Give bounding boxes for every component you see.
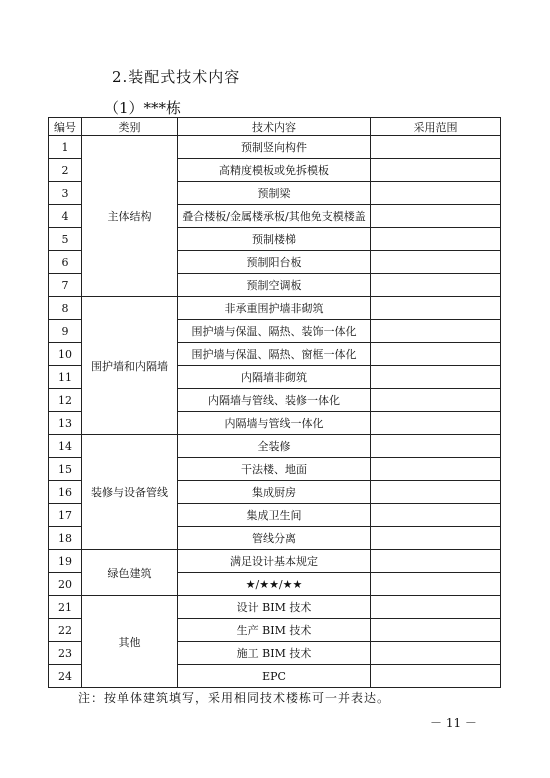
row-number: 24 [49, 665, 82, 688]
page-number: － 11 － [430, 716, 477, 730]
scope-cell[interactable] [371, 389, 501, 412]
header-tech-content: 技术内容 [178, 118, 371, 136]
row-number: 14 [49, 435, 82, 458]
scope-cell[interactable] [371, 274, 501, 297]
tech-content-cell: 预制竖向构件 [178, 136, 371, 159]
table-header-row [49, 118, 501, 136]
row-number: 19 [49, 550, 82, 573]
category-cell: 其他 [82, 596, 178, 688]
tech-content-cell: 内隔墙与管线一体化 [178, 412, 371, 435]
scope-cell[interactable] [371, 205, 501, 228]
tech-content-cell: 内隔墙与管线、装修一体化 [178, 389, 371, 412]
scope-cell[interactable] [371, 573, 501, 596]
tech-content-cell: 高精度模板或免拆模板 [178, 159, 371, 182]
table-body [49, 136, 501, 688]
scope-cell[interactable] [371, 412, 501, 435]
row-number: 22 [49, 619, 82, 642]
row-number: 10 [49, 343, 82, 366]
scope-cell[interactable] [371, 665, 501, 688]
row-number: 4 [49, 205, 82, 228]
scope-cell[interactable] [371, 182, 501, 205]
tech-content-cell: 集成厨房 [178, 481, 371, 504]
table-row [49, 297, 501, 320]
category-cell: 绿色建筑 [82, 550, 178, 596]
header-number: 编号 [49, 118, 82, 136]
tech-content-cell: 生产 BIM 技术 [178, 619, 371, 642]
row-number: 8 [49, 297, 82, 320]
tech-content-cell: 预制梁 [178, 182, 371, 205]
tech-content-cell: 预制空调板 [178, 274, 371, 297]
tech-content-cell: 施工 BIM 技术 [178, 642, 371, 665]
scope-cell[interactable] [371, 228, 501, 251]
scope-cell[interactable] [371, 550, 501, 573]
tech-content-cell: ★/★★/★★ [178, 573, 371, 596]
scope-cell[interactable] [371, 159, 501, 182]
tech-content-cell: 非承重围护墙非砌筑 [178, 297, 371, 320]
prefab-tech-table [48, 117, 501, 688]
scope-cell[interactable] [371, 297, 501, 320]
row-number: 21 [49, 596, 82, 619]
row-number: 17 [49, 504, 82, 527]
tech-content-cell: 叠合楼板/金属楼承板/其他免支模楼盖 [178, 205, 371, 228]
tech-content-cell: 管线分离 [178, 527, 371, 550]
tech-content-cell: 预制阳台板 [178, 251, 371, 274]
tech-content-cell: 全装修 [178, 435, 371, 458]
table-row [49, 550, 501, 573]
row-number: 6 [49, 251, 82, 274]
scope-cell[interactable] [371, 504, 501, 527]
row-number: 7 [49, 274, 82, 297]
table-row [49, 435, 501, 458]
row-number: 20 [49, 573, 82, 596]
building-subheading: （1）***栋 [104, 99, 182, 117]
scope-cell[interactable] [371, 481, 501, 504]
tech-content-cell: EPC [178, 665, 371, 688]
scope-cell[interactable] [371, 320, 501, 343]
row-number: 13 [49, 412, 82, 435]
tech-content-cell: 围护墙与保温、隔热、装饰一体化 [178, 320, 371, 343]
row-number: 5 [49, 228, 82, 251]
table-row [49, 136, 501, 159]
row-number: 11 [49, 366, 82, 389]
scope-cell[interactable] [371, 458, 501, 481]
row-number: 1 [49, 136, 82, 159]
tech-content-cell: 干法楼、地面 [178, 458, 371, 481]
tech-content-cell: 满足设计基本规定 [178, 550, 371, 573]
scope-cell[interactable] [371, 251, 501, 274]
scope-cell[interactable] [371, 366, 501, 389]
scope-cell[interactable] [371, 527, 501, 550]
row-number: 15 [49, 458, 82, 481]
section-heading: 2.装配式技术内容 [112, 68, 241, 86]
row-number: 12 [49, 389, 82, 412]
row-number: 23 [49, 642, 82, 665]
header-category: 类别 [82, 118, 178, 136]
scope-cell[interactable] [371, 343, 501, 366]
header-scope: 采用范围 [371, 118, 501, 136]
footnote: 注：按单体建筑填写，采用相同技术楼栋可一并表达。 [78, 691, 391, 705]
row-number: 16 [49, 481, 82, 504]
scope-cell[interactable] [371, 435, 501, 458]
scope-cell[interactable] [371, 596, 501, 619]
category-cell: 围护墙和内隔墙 [82, 297, 178, 435]
row-number: 3 [49, 182, 82, 205]
tech-content-cell: 设计 BIM 技术 [178, 596, 371, 619]
category-cell: 装修与设备管线 [82, 435, 178, 550]
row-number: 18 [49, 527, 82, 550]
table-row [49, 596, 501, 619]
tech-content-cell: 内隔墙非砌筑 [178, 366, 371, 389]
row-number: 9 [49, 320, 82, 343]
tech-content-cell: 集成卫生间 [178, 504, 371, 527]
scope-cell[interactable] [371, 136, 501, 159]
tech-content-cell: 预制楼梯 [178, 228, 371, 251]
scope-cell[interactable] [371, 619, 501, 642]
category-cell: 主体结构 [82, 136, 178, 297]
row-number: 2 [49, 159, 82, 182]
scope-cell[interactable] [371, 642, 501, 665]
tech-content-cell: 围护墙与保温、隔热、窗框一体化 [178, 343, 371, 366]
